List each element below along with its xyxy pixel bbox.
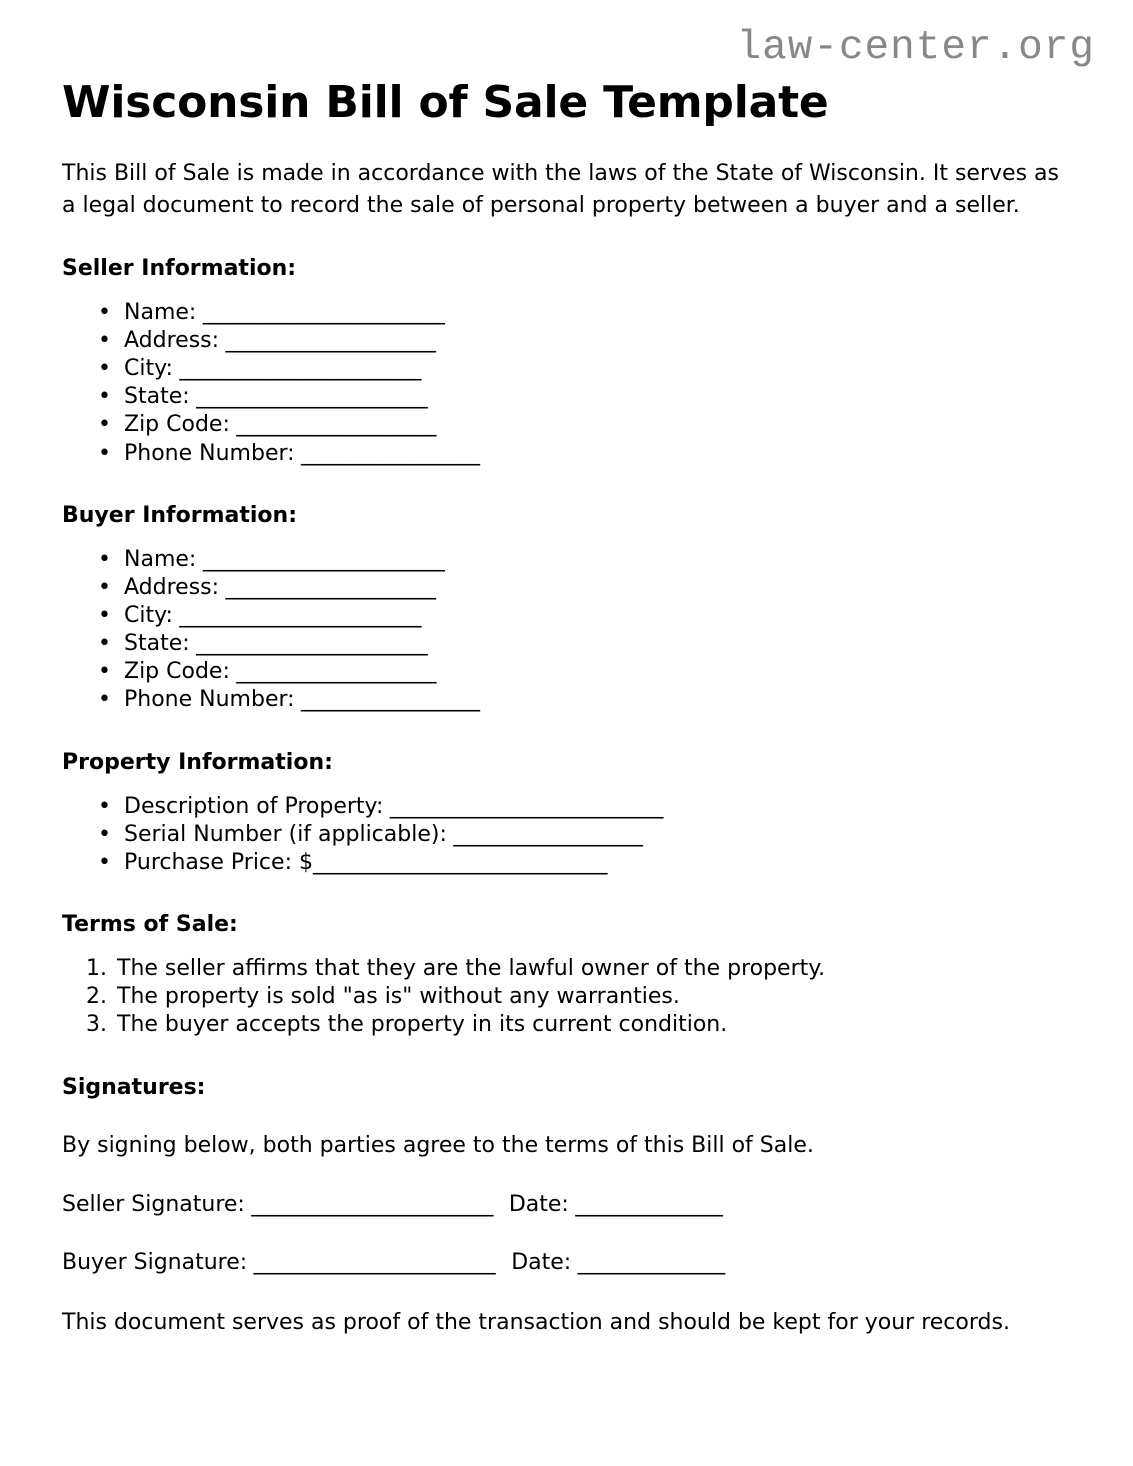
seller-date-line[interactable]: ______________ [568,1191,723,1217]
field-fill-line[interactable]: _______________________ [196,546,445,572]
field-label: Serial Number (if applicable): [124,821,447,847]
field-label: Name: [124,546,197,572]
seller-signature-line[interactable]: _______________________ [244,1191,493,1217]
list-item [124,327,1071,355]
list-item [124,602,1071,630]
field-label: Description of Property: [124,793,384,819]
field-label: Address: [124,574,220,600]
signature-statement: By signing below, both parties agree to the terms of this Bill of Sale. [62,1132,814,1158]
list-item [124,440,1071,468]
field-label: Phone Number: [124,440,295,466]
list-item [124,411,1071,439]
list-item [124,821,1071,849]
buyer-date-line[interactable]: ______________ [571,1249,725,1275]
list-item [124,355,1071,383]
buyer-date-label: Date: [511,1249,572,1275]
field-fill-line[interactable]: _______________________ [172,602,421,628]
field-fill-line[interactable]: ______________________ [189,384,428,410]
list-item [124,793,1071,821]
list-item: The seller affirms that they are the lawful owner of the property. [117,956,826,982]
seller-signature-row [62,1191,1071,1219]
site-watermark: law-center.org [736,25,1095,71]
field-fill-line[interactable]: __________________________ [383,793,663,819]
field-label: State: [124,631,190,657]
field-fill-line[interactable]: _________________ [294,440,480,466]
field-fill-line[interactable]: ___________________ [229,412,436,438]
property-fields-list [62,793,1071,877]
list-item: The property is sold "as is" without any warranties. [117,984,680,1010]
field-fill-line[interactable]: ____________________________ [312,849,607,875]
seller-date-label: Date: [508,1191,569,1217]
list-item [124,299,1071,327]
field-label: Name: [124,299,197,325]
field-label: Zip Code: [124,659,230,685]
list-item [124,849,1071,877]
field-fill-line[interactable]: ______________________ [189,631,428,657]
list-item [124,546,1071,574]
seller-section-heading: Seller Information: [62,255,297,281]
page-title: Wisconsin Bill of Sale Template [62,77,829,128]
buyer-signature-line[interactable]: _______________________ [247,1249,496,1275]
field-label: Purchase Price: $ [124,849,313,875]
field-fill-line[interactable]: _______________________ [196,299,445,325]
intro-paragraph: This Bill of Sale is made in accordance with the laws of the State of Wisconsin. It serves as a legal document to record the sale of personal property between a buyer and a seller. [62,161,1059,218]
buyer-fields-list [62,546,1071,715]
terms-list [62,955,1071,1039]
field-fill-line[interactable]: _______________________ [172,356,421,382]
list-item: The buyer accepts the property in its current condition. [117,1012,728,1038]
field-label: State: [124,384,190,410]
property-section-heading: Property Information: [62,749,333,775]
seller-signature-label: Seller Signature: [62,1191,245,1217]
field-fill-line[interactable]: _________________ [294,687,480,713]
list-item [124,658,1071,686]
list-item [124,630,1071,658]
field-label: City: [124,356,173,382]
list-item [124,574,1071,602]
list-item [124,686,1071,714]
buyer-signature-row [62,1249,1071,1277]
field-label: Zip Code: [124,412,230,438]
field-label: Address: [124,327,220,353]
field-label: Phone Number: [124,687,295,713]
field-fill-line[interactable]: __________________ [446,821,643,847]
buyer-section-heading: Buyer Information: [62,502,297,528]
terms-section-heading: Terms of Sale: [62,912,238,938]
closing-paragraph: This document serves as proof of the transaction and should be kept for your records. [62,1310,1010,1336]
field-label: City: [124,602,173,628]
buyer-signature-label: Buyer Signature: [62,1249,248,1275]
field-fill-line[interactable]: ____________________ [219,574,436,600]
signatures-section-heading: Signatures: [62,1074,206,1100]
seller-fields-list [62,299,1071,468]
list-item [124,383,1071,411]
field-fill-line[interactable]: ___________________ [229,659,436,685]
field-fill-line[interactable]: ____________________ [219,327,436,353]
